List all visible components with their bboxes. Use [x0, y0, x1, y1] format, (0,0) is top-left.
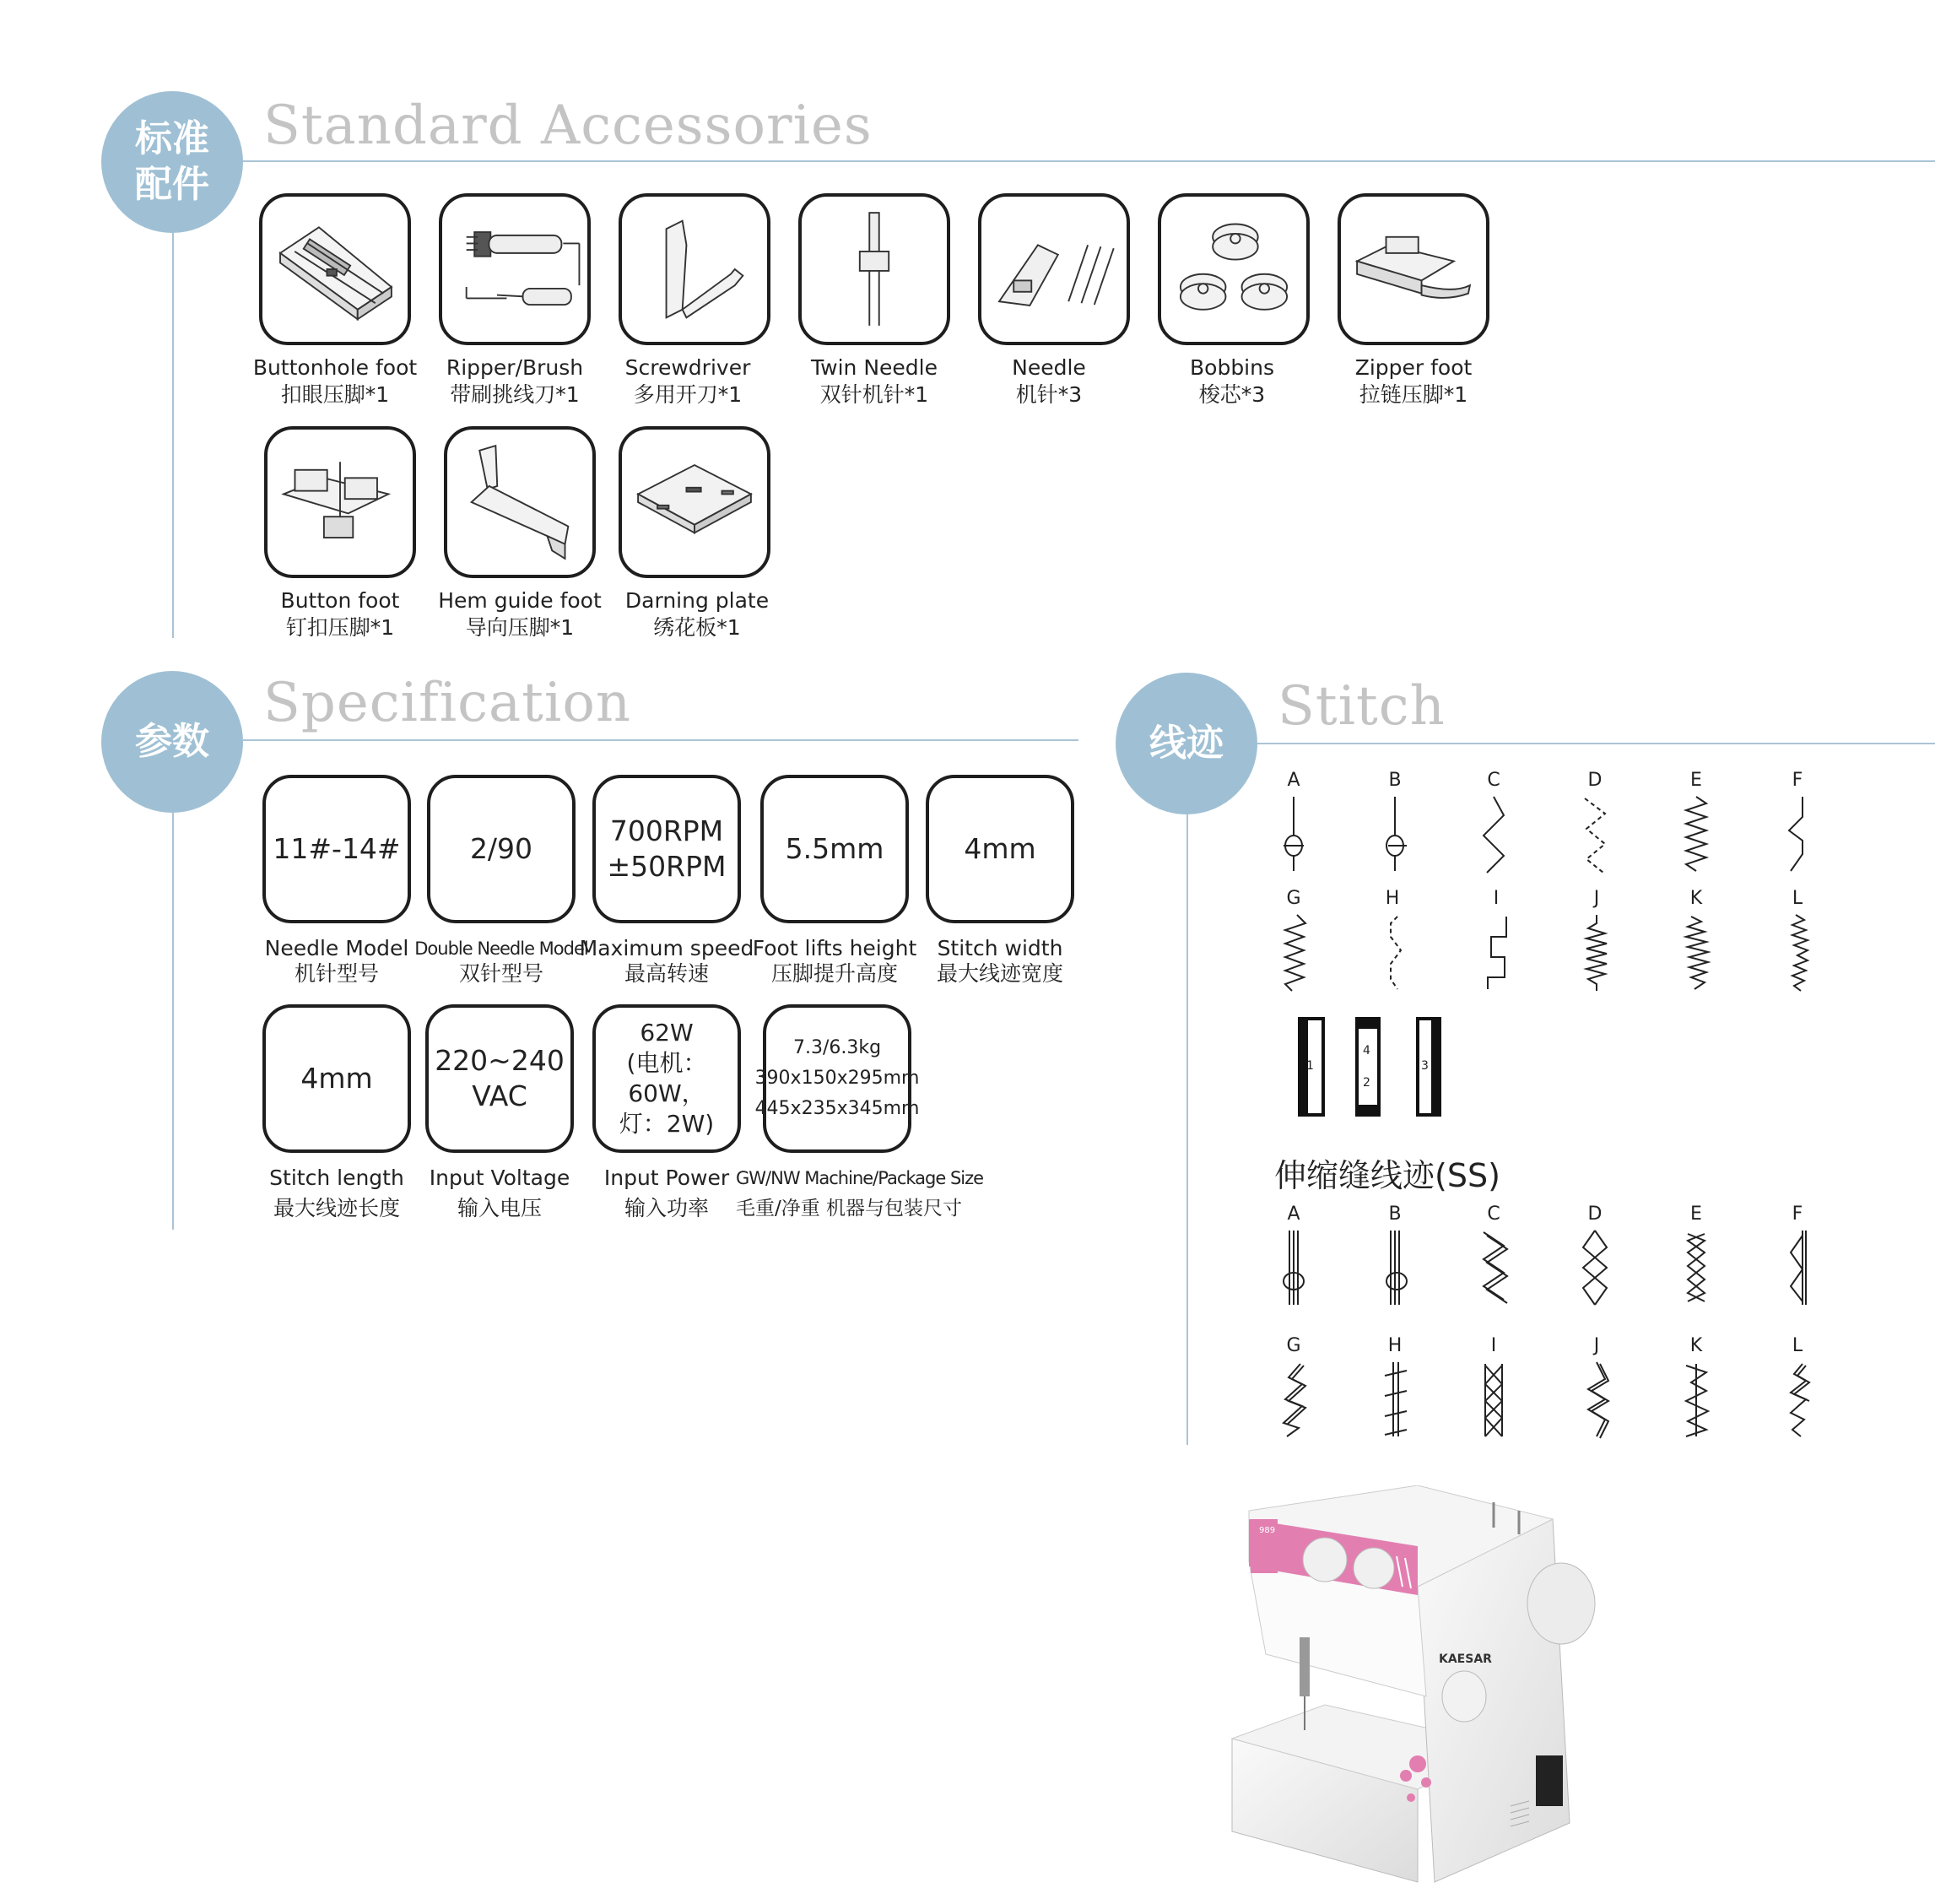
- spec-caption: Stitch width 最大线迹宽度: [936, 936, 1063, 986]
- stitch-pattern: D: [1570, 768, 1620, 878]
- spec-value-box: 4mm: [262, 1004, 411, 1153]
- spec-vline: [172, 812, 174, 1230]
- spec-caption: Foot lifts height 压脚提升高度: [752, 936, 917, 986]
- spec-badge: 参数: [101, 671, 243, 813]
- spec-title: Specification: [263, 672, 632, 734]
- buttonhole-foot-icon: [259, 193, 411, 345]
- ss-stitch-pattern: B: [1370, 1202, 1420, 1312]
- spec-rule: [243, 739, 1078, 741]
- ss-stitch-pattern: H: [1370, 1333, 1420, 1443]
- ss-stitch-pattern: I: [1468, 1333, 1519, 1443]
- ripper-brush-icon: [439, 193, 591, 345]
- accessory-caption: Screwdriver 多用开刀*1: [624, 355, 751, 407]
- accessory-caption: Zipper foot 拉链压脚*1: [1354, 355, 1473, 407]
- ss-stitch-pattern: A: [1268, 1202, 1319, 1312]
- zipper-foot-icon: [1338, 193, 1489, 345]
- screwdriver-icon: [619, 193, 770, 345]
- accessory-caption: Buttonhole foot 扣眼压脚*1: [252, 355, 418, 407]
- stitch-pattern: L: [1772, 886, 1823, 996]
- ss-stitch-pattern: E: [1671, 1202, 1722, 1312]
- spec-caption: Input Voltage 输入电压: [429, 1166, 570, 1220]
- accessory-caption: Hem guide foot 导向压脚*1: [438, 588, 602, 640]
- ss-stitch-pattern: D: [1570, 1202, 1620, 1312]
- accessories-rule: [243, 160, 1935, 162]
- button-foot-icon: [264, 426, 416, 578]
- spec-value-box: 4mm: [926, 775, 1074, 923]
- accessory-caption: Needle 机针*3: [1012, 355, 1086, 407]
- svg-text:989: 989: [1259, 1526, 1276, 1535]
- spec-caption: Maximum speed 最高转速: [579, 936, 754, 986]
- spec-caption: GW/NW Machine/Package Size 毛重/净重 机器与包装尺寸: [736, 1168, 984, 1220]
- accessories-title: Standard Accessories: [263, 95, 873, 157]
- spec-value-box: 220~240 VAC: [425, 1004, 574, 1153]
- spec-caption: Input Power 输入功率: [603, 1166, 730, 1220]
- ss-stitch-pattern: G: [1268, 1333, 1319, 1443]
- buttonhole-step-4-2: 4 2: [1355, 1017, 1381, 1117]
- stitch-title: Stitch: [1278, 675, 1446, 738]
- accessory-caption: Ripper/Brush 带刷挑线刀*1: [446, 355, 584, 407]
- stitch-pattern: J: [1571, 886, 1622, 996]
- bobbins-icon: [1158, 193, 1310, 345]
- accessory-caption: Button foot 钉扣压脚*1: [280, 588, 400, 640]
- ss-stitch-pattern: K: [1671, 1333, 1722, 1443]
- stitch-pattern: F: [1772, 768, 1823, 878]
- ss-stitch-title: 伸缩缝线迹(SS): [1274, 1157, 1500, 1194]
- ss-stitch-pattern: F: [1772, 1202, 1823, 1312]
- spec-caption: Stitch length 最大线迹长度: [269, 1166, 404, 1220]
- stitch-vline: [1186, 814, 1188, 1445]
- ss-stitch-pattern: C: [1468, 1202, 1519, 1312]
- spec-value-box: 62W (电机：60W， 灯：2W): [592, 1004, 741, 1153]
- spec-caption: Double Needle Model 双针型号: [414, 938, 588, 986]
- svg-text:KAESAR: KAESAR: [1439, 1652, 1492, 1666]
- stitch-pattern: E: [1671, 768, 1722, 878]
- stitch-rule: [1257, 743, 1935, 744]
- accessories-badge: 标准 配件: [101, 91, 243, 233]
- spec-value-box: 700RPM ±50RPM: [592, 775, 741, 923]
- stitch-pattern: A: [1268, 768, 1319, 878]
- stitch-pattern: B: [1370, 768, 1420, 878]
- stitch-pattern: I: [1471, 886, 1522, 996]
- spec-value-box: 7.3/6.3kg 390x150x295mm 445x235x345mm: [763, 1004, 911, 1153]
- spec-value-box: 11#-14#: [262, 775, 411, 923]
- sewing-machine-image: [1215, 1485, 1603, 1890]
- twin-needle-icon: [798, 193, 950, 345]
- spec-value-box: 2/90: [427, 775, 576, 923]
- stitch-badge: 线迹: [1116, 673, 1257, 814]
- spec-value-box: 5.5mm: [760, 775, 909, 923]
- accessory-caption: Bobbins 梭芯*3: [1190, 355, 1274, 407]
- needle-icon: [978, 193, 1130, 345]
- spec-caption: Needle Model 机针型号: [264, 936, 409, 986]
- accessory-caption: Darning plate 绣花板*1: [624, 588, 770, 640]
- accessory-caption: Twin Needle 双针机针*1: [811, 355, 938, 407]
- ss-stitch-pattern: J: [1571, 1333, 1622, 1443]
- hem-guide-foot-icon: [444, 426, 596, 578]
- stitch-pattern: G: [1268, 886, 1319, 996]
- ss-stitch-pattern: L: [1772, 1333, 1823, 1443]
- stitch-pattern: H: [1367, 886, 1418, 996]
- darning-plate-icon: [619, 426, 770, 578]
- buttonhole-step-1: 1: [1298, 1017, 1325, 1117]
- accessories-vline: [172, 233, 174, 638]
- stitch-pattern: K: [1671, 886, 1722, 996]
- buttonhole-step-3: 3: [1416, 1017, 1441, 1117]
- stitch-pattern: C: [1468, 768, 1519, 878]
